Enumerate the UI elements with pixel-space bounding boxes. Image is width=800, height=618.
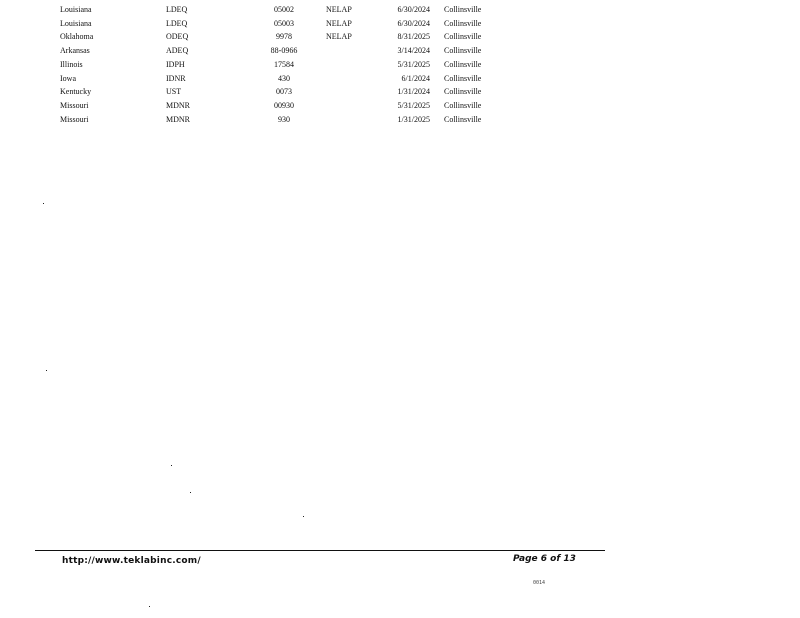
table-row [60, 3, 504, 17]
expiration-date-cell: 5/31/2025 [397, 100, 430, 110]
agency-cell: LDEQ [166, 18, 188, 28]
expiration-date-cell: 1/31/2024 [397, 87, 430, 97]
expiration-date-cell: 6/30/2024 [397, 18, 430, 28]
agency-cell: LDEQ [166, 5, 188, 14]
state-cell: Kentucky [60, 87, 92, 97]
certificate-number-cell: 17584 [274, 59, 294, 69]
location-cell: Collinsville [444, 100, 482, 110]
footer-url: http://www.teklabinc.com/ [62, 556, 201, 566]
certificate-number-cell: 430 [278, 73, 290, 83]
expiration-date-cell: 6/30/2024 [397, 5, 430, 14]
expiration-date-cell: 8/31/2025 [397, 32, 430, 42]
certificate-number-cell: 00930 [274, 100, 294, 110]
expiration-date-cell: 3/14/2024 [397, 46, 430, 56]
agency-cell: ADEQ [166, 46, 189, 56]
location-cell: Collinsville [444, 46, 482, 56]
program-cell [324, 72, 366, 86]
certificate-number-cell: 9978 [276, 32, 292, 42]
location-cell: Collinsville [444, 5, 482, 14]
program-cell: NELAP [326, 18, 352, 28]
program-cell [324, 85, 366, 99]
state-cell: Louisiana [60, 5, 92, 14]
state-cell: Arkansas [60, 46, 90, 56]
state-cell: Missouri [60, 100, 89, 110]
program-cell [324, 44, 366, 58]
agency-cell: IDPH [166, 59, 185, 69]
scan-speck [149, 606, 150, 607]
state-cell: Iowa [60, 73, 76, 83]
certificate-number-cell: 05003 [274, 18, 294, 28]
agency-cell: MDNR [166, 100, 191, 110]
location-cell: Collinsville [444, 32, 482, 42]
location-cell: Collinsville [444, 59, 482, 69]
table-row [60, 85, 504, 99]
location-cell: Collinsville [444, 73, 482, 83]
certificate-number-cell: 05002 [274, 5, 294, 14]
expiration-date-cell: 1/31/2025 [397, 114, 430, 124]
agency-cell: ODEQ [166, 32, 189, 42]
scan-speck [171, 465, 172, 466]
program-cell: NELAP [326, 5, 352, 14]
location-cell: Collinsville [444, 87, 482, 97]
state-cell: Oklahoma [60, 32, 94, 42]
scan-speck [43, 203, 44, 204]
table-row [60, 44, 504, 58]
certification-table [60, 3, 504, 126]
table-row [60, 72, 504, 86]
table-row [60, 17, 504, 31]
certificate-number-cell: 88-0966 [270, 46, 298, 56]
program-cell [324, 58, 366, 72]
certificate-number-cell: 0073 [276, 87, 292, 97]
table-row [60, 30, 504, 44]
table-row [60, 58, 504, 72]
expiration-date-cell: 6/1/2024 [401, 73, 430, 83]
table-row [60, 99, 504, 113]
scan-speck [46, 370, 47, 371]
state-cell: Illinois [60, 59, 83, 69]
certificate-number-cell: 930 [278, 114, 290, 124]
program-cell [324, 99, 366, 113]
scan-speck [190, 492, 191, 493]
table-row [60, 113, 504, 127]
footer-document-code: 0014 [533, 580, 546, 586]
agency-cell: MDNR [166, 114, 191, 124]
location-cell: Collinsville [444, 18, 482, 28]
footer-rule [35, 550, 605, 551]
scan-speck [303, 516, 304, 517]
location-cell: Collinsville [444, 114, 482, 124]
certification-table-body [60, 3, 504, 126]
agency-cell: IDNR [166, 73, 186, 83]
program-cell: NELAP [326, 32, 352, 42]
program-cell [324, 113, 366, 127]
footer-page-number: Page 6 of 13 [513, 554, 576, 564]
agency-cell: UST [166, 87, 182, 97]
state-cell: Louisiana [60, 18, 92, 28]
expiration-date-cell: 5/31/2025 [397, 59, 430, 69]
state-cell: Missouri [60, 114, 89, 124]
